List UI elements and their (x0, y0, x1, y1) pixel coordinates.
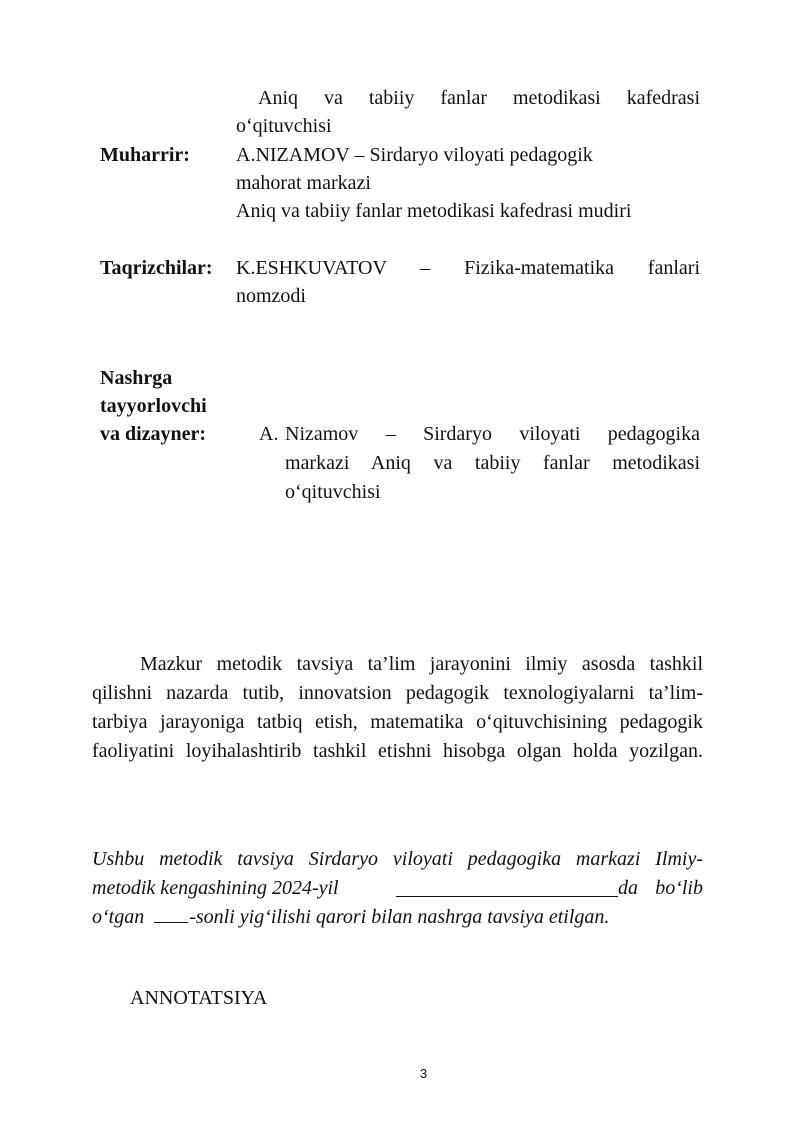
editor-label: Muharrir: (100, 144, 190, 166)
editor-line3: Aniq va tabiiy fanlar metodikasi kafedrasi mudiri (236, 200, 632, 222)
approval-line2-start: metodik kengashining 2024-yil (92, 877, 339, 899)
meeting-date-blank (396, 878, 618, 897)
meeting-number-blank (154, 904, 188, 923)
designer-label-line2: tayyorlovchi (100, 395, 207, 417)
reviewers-line2: nomzodi (236, 285, 306, 307)
designer-line1: Nizamov – Sirdaryo viloyati pedagogika (285, 423, 700, 445)
designer-list-marker: A. (259, 423, 279, 445)
approval-line3-start: o‘tgan (92, 906, 145, 928)
page-number: 3 (419, 1066, 428, 1081)
approval-line2 (92, 874, 703, 903)
designer-label-line3: va dizayner: (100, 423, 207, 445)
approval-line3-end: -sonli yig‘ilishi qarori bilan nashrga tavsiya etilgan. (189, 906, 610, 928)
editor-line2: mahorat markazi (236, 172, 371, 194)
description-line3: tarbiya jarayoniga tatbiq etish, matematika o‘qituvchisining pedagogik (92, 711, 703, 733)
editor-line1: A.NIZAMOV – Sirdaryo viloyati pedagogik (236, 144, 593, 166)
reviewers-line1: K.ESHKUVATOV – Fizika-matematika fanlari (236, 257, 700, 279)
designer-line2: markazi Aniq va tabiiy fanlar metodikasi (285, 452, 700, 474)
designer-line3: o‘qituvchisi (285, 481, 381, 503)
approval-line3 (92, 903, 609, 932)
description-line2: qilishni nazarda tutib, innovatsion pedagogik texnologiyalarni ta’lim- (92, 682, 703, 704)
description-line1: Mazkur metodik tavsiya ta’lim jarayonini ilmiy asosda tashkil (140, 653, 703, 675)
first-role-line1: Aniq va tabiiy fanlar metodikasi kafedrasi (258, 87, 700, 109)
approval-line1: Ushbu metodik tavsiya Sirdaryo viloyati pedagogika markazi Ilmiy- (92, 848, 703, 870)
designer-label-line1: Nashrga (100, 367, 173, 389)
description-line4: faoliyatini loyihalashtirib tashkil etishni hisobga olgan holda yozilgan. (92, 740, 703, 762)
reviewers-label: Taqrizchilar: (100, 257, 213, 279)
approval-line2-end: da bo‘lib (618, 877, 703, 899)
annotation-heading: ANNOTATSIYA (130, 987, 268, 1009)
first-role-line2: o‘qituvchisi (236, 115, 332, 137)
